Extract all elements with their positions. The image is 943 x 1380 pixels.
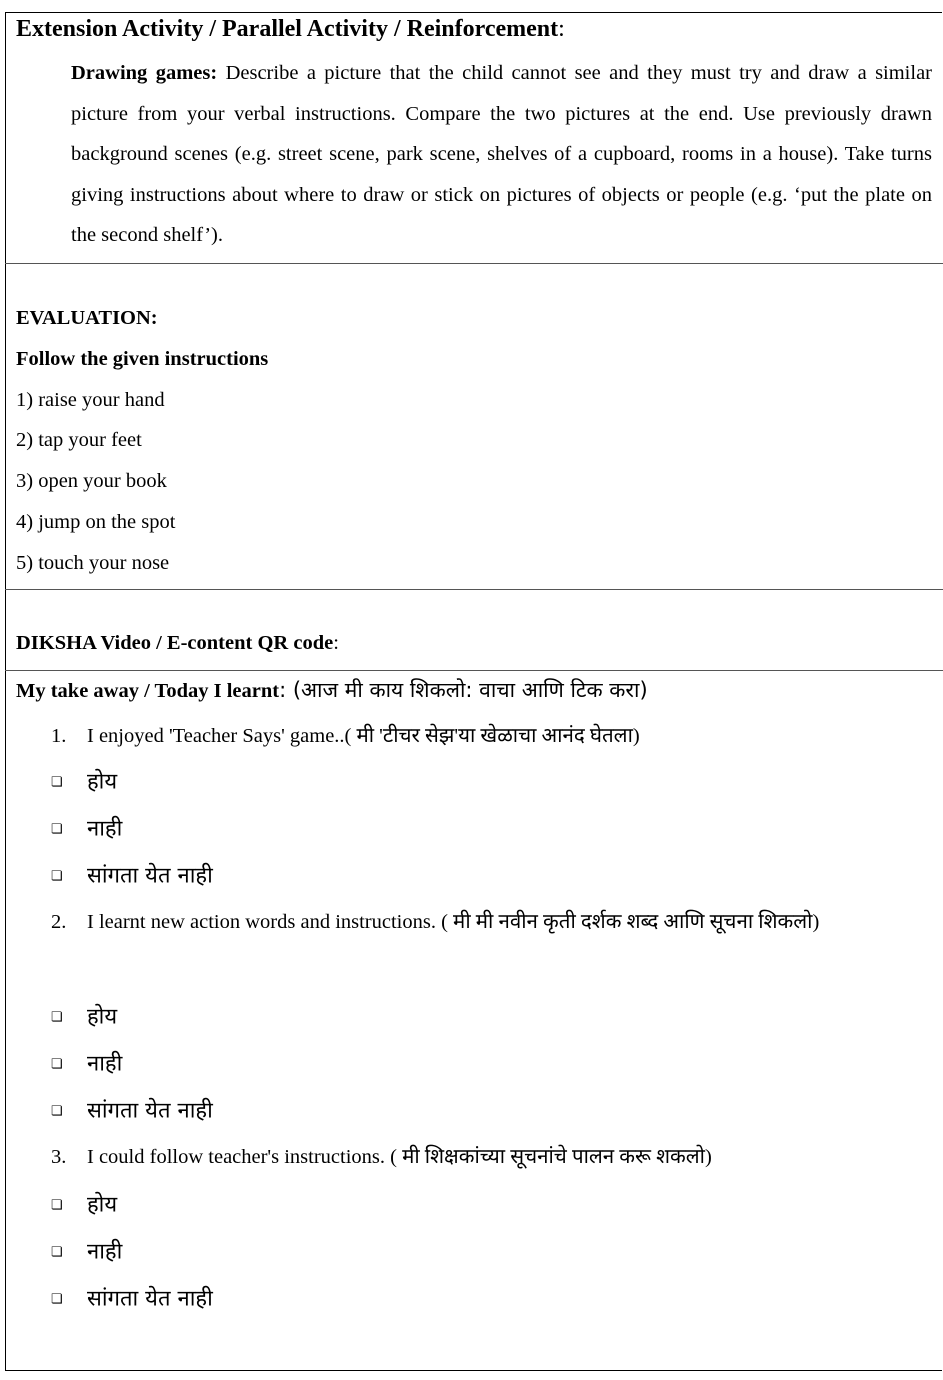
option-cannot-say[interactable]	[51, 852, 213, 899]
option-label: सांगता येत नाही	[87, 1098, 213, 1124]
option-no[interactable]	[51, 805, 122, 852]
checkbox-icon[interactable]: ❏	[51, 868, 63, 884]
checkbox-icon[interactable]: ❏	[51, 1291, 63, 1307]
question-text: I learnt new action words and instructions. ( मी मी नवीन कृती दर्शक शब्द आणि सूचना शिकलो)	[87, 911, 820, 933]
checkbox-icon[interactable]: ❏	[51, 1056, 63, 1072]
question-2	[51, 899, 911, 945]
evaluation-item: 2) tap your feet	[16, 429, 142, 452]
takeaway-heading	[16, 676, 648, 705]
extension-section	[16, 14, 933, 44]
question-1	[51, 713, 911, 759]
section-divider	[5, 589, 943, 590]
option-label: होय	[87, 1004, 118, 1030]
question-text: I enjoyed 'Teacher Says' game..( मी 'टीचर सेझ'या खेळाचा आनंद घेतला)	[87, 725, 640, 747]
extension-heading	[16, 14, 933, 44]
checkbox-icon[interactable]: ❏	[51, 1009, 63, 1025]
evaluation-item: 1) raise your hand	[16, 388, 165, 411]
option-label: होय	[87, 769, 118, 795]
extension-heading-text: Extension Activity / Parallel Activity / Reinforcement	[16, 16, 559, 42]
option-no[interactable]	[51, 1040, 122, 1087]
extension-heading-colon: :	[558, 16, 565, 42]
option-label: होय	[87, 1192, 118, 1218]
option-label: सांगता येत नाही	[87, 863, 213, 889]
evaluation-item: 5) touch your nose	[16, 551, 170, 574]
checkbox-icon[interactable]: ❏	[51, 774, 63, 790]
section-divider	[5, 263, 943, 264]
checkbox-icon[interactable]: ❏	[51, 821, 63, 837]
diksha-label	[16, 623, 933, 664]
diksha-label-colon: :	[333, 632, 339, 654]
option-cannot-say[interactable]	[51, 1275, 213, 1322]
option-label: नाही	[87, 816, 123, 842]
option-label: सांगता येत नाही	[87, 1286, 213, 1312]
option-label: नाही	[87, 1051, 123, 1077]
question-3	[51, 1134, 911, 1180]
question-number: 2.	[51, 911, 67, 933]
checkbox-icon[interactable]: ❏	[51, 1197, 63, 1213]
option-cannot-say[interactable]	[51, 1087, 213, 1134]
checkbox-icon[interactable]: ❏	[51, 1244, 63, 1260]
question-number: 3.	[51, 1146, 67, 1168]
section-divider	[5, 670, 943, 671]
evaluation-heading: EVALUATION:	[16, 307, 158, 329]
evaluation-subheading: Follow the given instructions	[16, 347, 269, 370]
diksha-label-text: DIKSHA Video / E-content QR code	[16, 632, 334, 654]
drawing-games-text: Describe a picture that the child cannot see and they must try and draw a similar picture from your verbal instructions. Compare the two pictures at the end. Use previously drawn background scenes (e.g. street scene, park scene, shelves of a cupboard, rooms in a house). Take turns giving instructions about where to draw or stick on pictures of objects or people (e.g. ‘put the plate on the second shelf’).	[71, 62, 932, 247]
takeaway-label: My take away / Today I learnt	[16, 680, 280, 702]
takeaway-subtitle: : (आज मी काय शिकलो: वाचा आणि टिक करा)	[279, 678, 648, 702]
option-yes[interactable]	[51, 993, 117, 1040]
option-label: नाही	[87, 1239, 123, 1265]
evaluation-item: 3) open your book	[16, 470, 167, 493]
diksha-section	[16, 623, 933, 664]
option-yes[interactable]	[51, 758, 117, 805]
drawing-games-label: Drawing games:	[71, 62, 218, 84]
evaluation-item: 4) jump on the spot	[16, 510, 176, 533]
evaluation-section	[16, 298, 933, 584]
checkbox-icon[interactable]: ❏	[51, 1103, 63, 1119]
extension-paragraph	[71, 53, 932, 256]
option-no[interactable]	[51, 1228, 122, 1275]
question-number: 1.	[51, 725, 67, 747]
question-text: I could follow teacher's instructions. ( मी शिक्षकांच्या सूचनांचे पालन करू शकलो)	[87, 1146, 712, 1168]
option-yes[interactable]	[51, 1181, 117, 1228]
